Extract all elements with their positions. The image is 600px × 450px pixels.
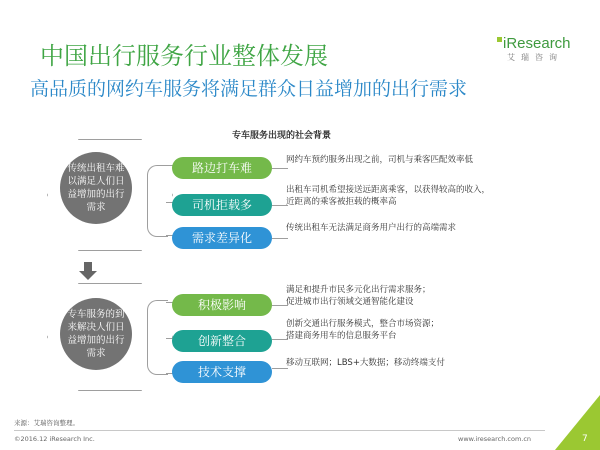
tag-differentiated-demand: 需求差异化 (172, 227, 272, 249)
tag-innovation-integration: 创新整合 (172, 330, 272, 352)
section-title: 专车服务出现的社会背景 (232, 131, 332, 141)
group-b-circle (60, 298, 132, 370)
group-a-circle (60, 152, 132, 224)
group-b-brace (147, 300, 168, 375)
logo-subtext: 艾瑞咨询 (507, 53, 563, 62)
copyright: ©2016.12 iResearch Inc. (14, 435, 95, 443)
tag-roadside-hailing: 路边打车难 (172, 157, 272, 179)
group-b-desc-3: 移动互联网；LBS+大数据；移动终端支付 (286, 358, 445, 368)
iresearch-logo (497, 36, 569, 70)
logo-mark-icon (497, 37, 502, 42)
logo-text: iResearch (503, 35, 571, 52)
tag-driver-refusal: 司机拒载多 (172, 194, 272, 216)
group-a-circle-text: 传统出租车难以满足人们日益增加的出行需求 (67, 163, 125, 213)
group-a-desc-3: 传统出租车无法满足商务用户出行的高端需求 (286, 223, 457, 233)
footer-divider (14, 430, 545, 431)
group-a-desc-1: 网约车预约服务出现之前，司机与乘客匹配效率低 (286, 155, 474, 165)
down-arrow-icon (79, 262, 97, 280)
page-subtitle: 高品质的网约车服务将满足群众日益增加的出行需求 (30, 78, 468, 100)
website-url: www.iresearch.com.cn (458, 435, 532, 443)
page-title: 中国出行服务行业整体发展 (40, 42, 328, 70)
group-a-connector-1 (272, 168, 288, 169)
tag-tech-support: 技术支撑 (172, 361, 272, 383)
page-number: 7 (582, 434, 588, 444)
group-a-connector-3 (272, 238, 288, 239)
corner-decoration (555, 395, 600, 450)
tag-positive-impact: 积极影响 (172, 294, 272, 316)
group-b-desc-1: 满足和提升市民多元化出行需求服务； 促进城市出行领域交通智能化建设 (286, 285, 431, 307)
source-note: 来源：艾瑞咨询整理。 (14, 419, 79, 427)
group-a-desc-2: 出租车司机希望接送远距离乘客，以获得较高的收入， 近距离的乘客被拒载的概率高 (286, 185, 491, 207)
group-b-desc-2: 创新交通出行服务模式，整合市场资源； 搭建商务用车的信息服务平台 (286, 319, 440, 341)
group-a-brace (147, 165, 168, 237)
group-b-circle-text: 专车服务的到来解决人们日益增加的出行需求 (67, 309, 125, 359)
